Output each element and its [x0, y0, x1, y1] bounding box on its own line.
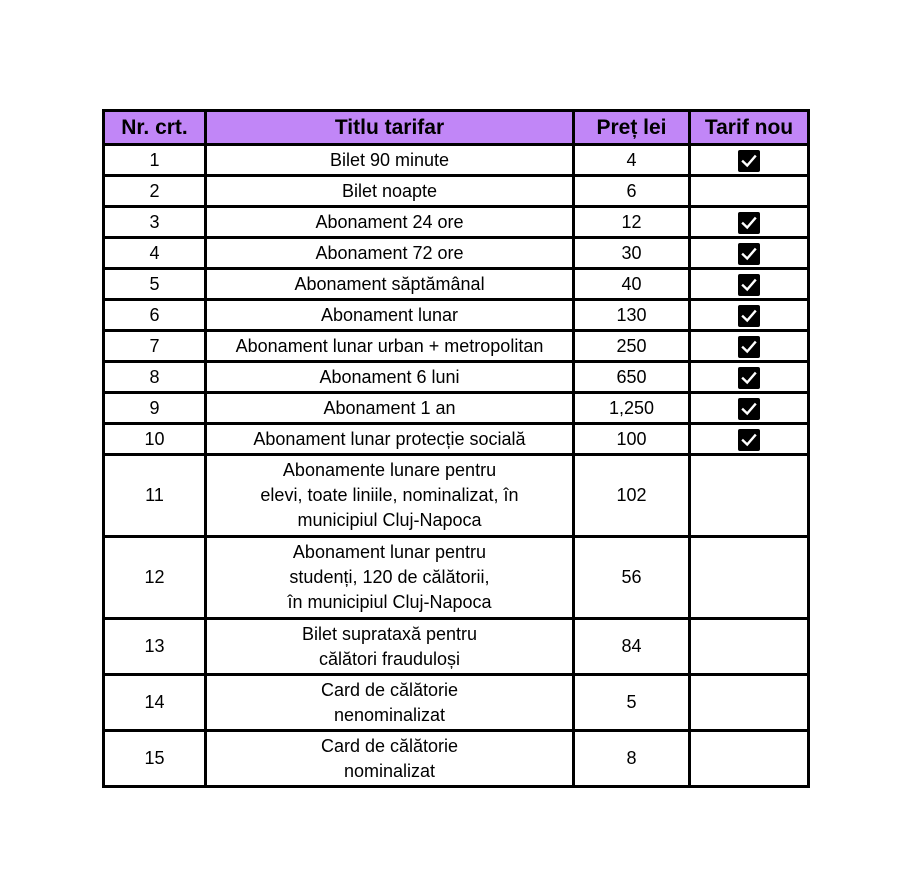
cell-price: 102: [574, 455, 690, 537]
cell-new-tariff: [690, 731, 809, 787]
cell-title: Abonamente lunare pentru elevi, toate liniile, nominalizat, în municipiul Cluj-Napoca: [206, 455, 574, 537]
cell-nr: 12: [104, 537, 206, 619]
checkbox-checked-icon: [738, 367, 760, 389]
cell-nr: 10: [104, 424, 206, 455]
table-row: [104, 537, 809, 619]
tariff-table: [102, 109, 810, 788]
cell-title: Abonament 6 luni: [206, 362, 574, 393]
cell-nr: 11: [104, 455, 206, 537]
table-row: [104, 238, 809, 269]
table-row: [104, 393, 809, 424]
cell-price: 4: [574, 145, 690, 176]
cell-price: 8: [574, 731, 690, 787]
cell-new-tariff: [690, 176, 809, 207]
table-row: [104, 207, 809, 238]
checkbox-checked-icon: [738, 274, 760, 296]
cell-nr: 1: [104, 145, 206, 176]
checkbox-checked-icon: [738, 429, 760, 451]
cell-price: 84: [574, 619, 690, 675]
cell-nr: 8: [104, 362, 206, 393]
checkbox-checked-icon: [738, 398, 760, 420]
cell-new-tariff: [690, 331, 809, 362]
cell-nr: 15: [104, 731, 206, 787]
cell-price: 40: [574, 269, 690, 300]
checkbox-checked-icon: [738, 150, 760, 172]
cell-new-tariff: [690, 207, 809, 238]
header-nr: Nr. crt.: [104, 111, 206, 145]
cell-price: 650: [574, 362, 690, 393]
cell-title: Abonament lunar: [206, 300, 574, 331]
cell-title: Abonament 72 ore: [206, 238, 574, 269]
checkbox-checked-icon: [738, 336, 760, 358]
checkbox-checked-icon: [738, 243, 760, 265]
cell-new-tariff: [690, 455, 809, 537]
cell-new-tariff: [690, 619, 809, 675]
cell-new-tariff: [690, 300, 809, 331]
cell-title: Abonament lunar urban + metropolitan: [206, 331, 574, 362]
cell-nr: 9: [104, 393, 206, 424]
table-row: [104, 619, 809, 675]
cell-nr: 4: [104, 238, 206, 269]
cell-new-tariff: [690, 675, 809, 731]
cell-title: Card de călătorie nominalizat: [206, 731, 574, 787]
checkbox-checked-icon: [738, 305, 760, 327]
cell-title: Bilet 90 minute: [206, 145, 574, 176]
table-row: [104, 269, 809, 300]
cell-title: Abonament săptămânal: [206, 269, 574, 300]
cell-new-tariff: [690, 393, 809, 424]
cell-title: Card de călătorie nenominalizat: [206, 675, 574, 731]
table-row: [104, 455, 809, 537]
cell-price: 130: [574, 300, 690, 331]
cell-title: Abonament lunar protecție socială: [206, 424, 574, 455]
cell-new-tariff: [690, 424, 809, 455]
cell-nr: 2: [104, 176, 206, 207]
cell-new-tariff: [690, 362, 809, 393]
cell-new-tariff: [690, 145, 809, 176]
table-row: [104, 731, 809, 787]
table-row: [104, 362, 809, 393]
cell-nr: 5: [104, 269, 206, 300]
cell-new-tariff: [690, 537, 809, 619]
cell-price: 250: [574, 331, 690, 362]
cell-price: 5: [574, 675, 690, 731]
cell-title: Abonament 1 an: [206, 393, 574, 424]
header-price: Preț lei: [574, 111, 690, 145]
table-row: [104, 300, 809, 331]
table-row: [104, 176, 809, 207]
cell-title: Bilet suprataxă pentru călători frauduloși: [206, 619, 574, 675]
cell-price: 12: [574, 207, 690, 238]
cell-title: Bilet noapte: [206, 176, 574, 207]
table-row: [104, 675, 809, 731]
cell-price: 6: [574, 176, 690, 207]
cell-nr: 3: [104, 207, 206, 238]
cell-nr: 14: [104, 675, 206, 731]
checkbox-checked-icon: [738, 212, 760, 234]
header-new: Tarif nou: [690, 111, 809, 145]
cell-new-tariff: [690, 269, 809, 300]
cell-price: 1,250: [574, 393, 690, 424]
table-row: [104, 145, 809, 176]
table-row: [104, 424, 809, 455]
cell-title: Abonament lunar pentru studenți, 120 de călătorii, în municipiul Cluj-Napoca: [206, 537, 574, 619]
cell-nr: 6: [104, 300, 206, 331]
cell-title: Abonament 24 ore: [206, 207, 574, 238]
cell-price: 56: [574, 537, 690, 619]
cell-price: 30: [574, 238, 690, 269]
cell-new-tariff: [690, 238, 809, 269]
table-row: [104, 331, 809, 362]
header-row: [104, 111, 809, 145]
header-title: Titlu tarifar: [206, 111, 574, 145]
cell-price: 100: [574, 424, 690, 455]
cell-nr: 13: [104, 619, 206, 675]
cell-nr: 7: [104, 331, 206, 362]
